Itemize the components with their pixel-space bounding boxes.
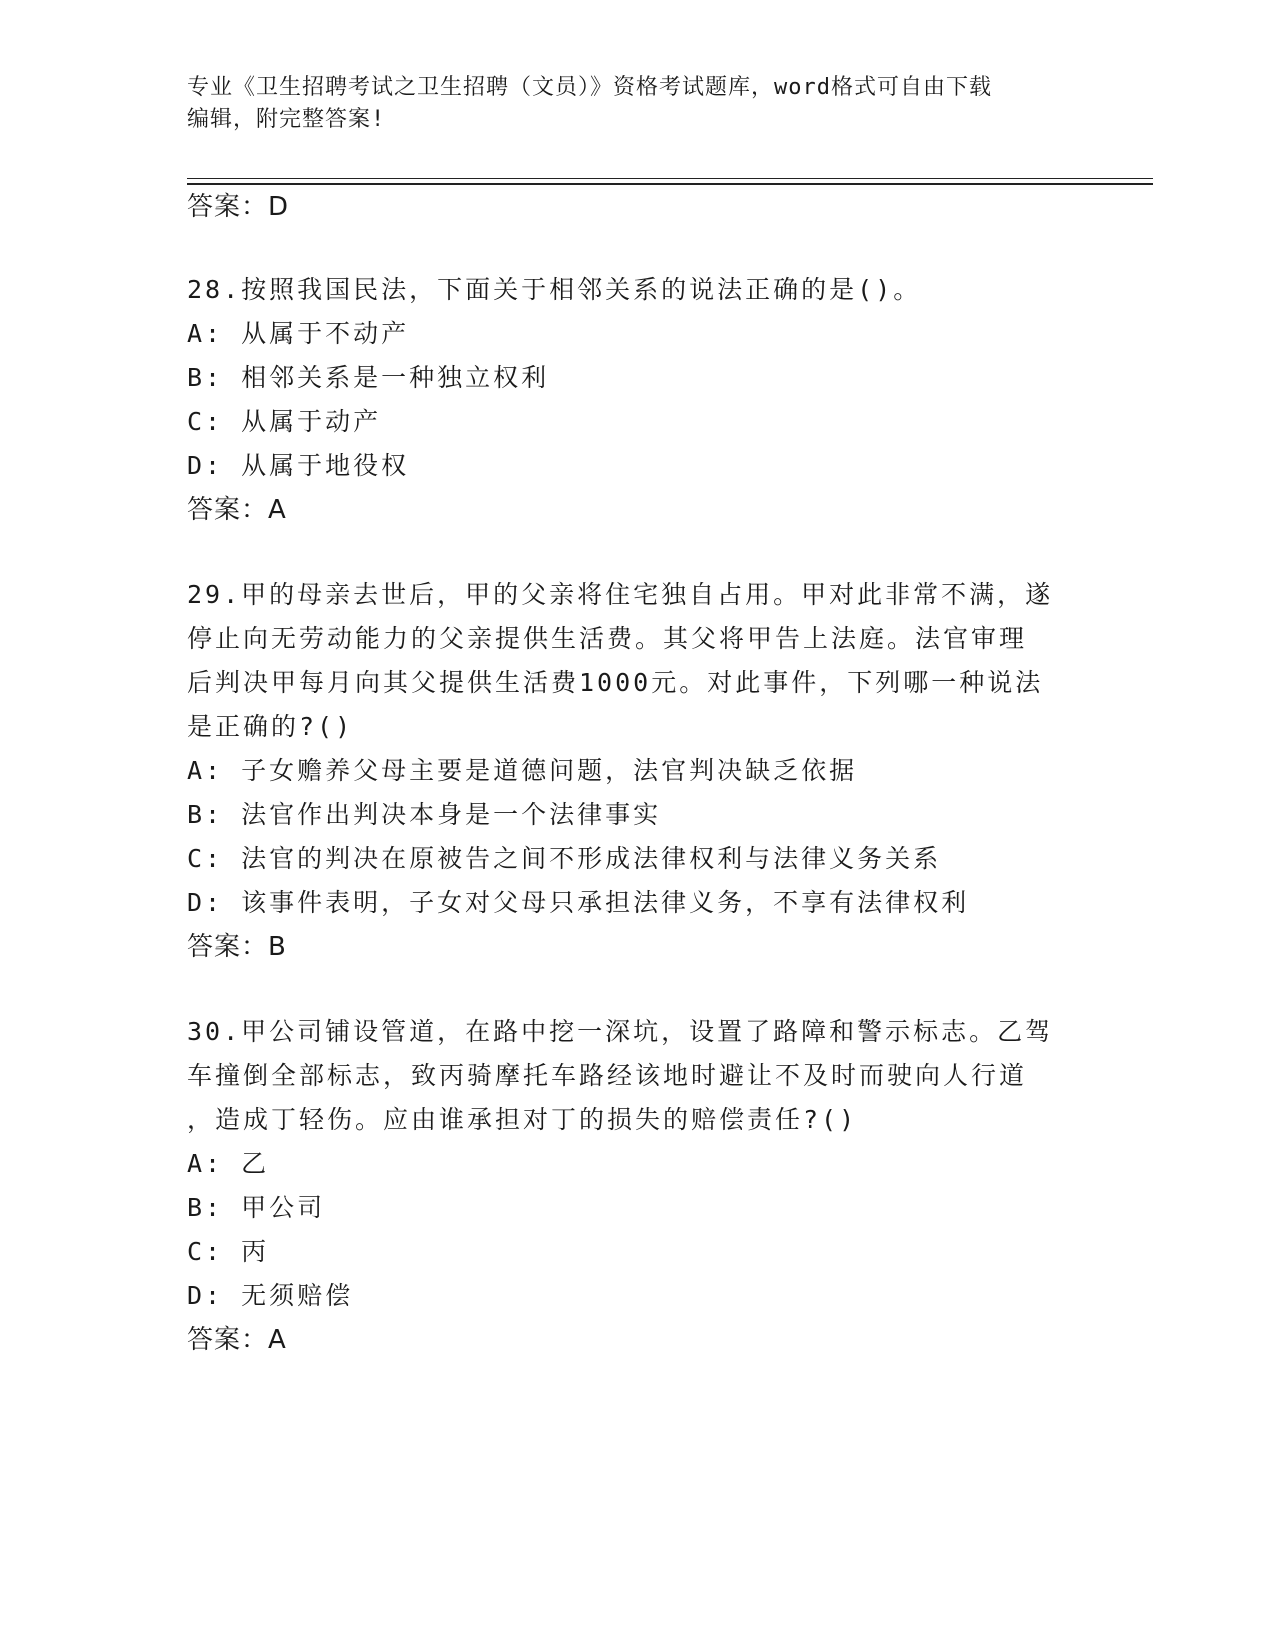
q30-option-c: C: 丙 [187,1237,270,1266]
q28-option-c: C: 从属于动产 [187,407,382,436]
document-header [187,72,1087,136]
header-divider-thin [187,178,1153,179]
q30-stem-line-3: ，造成丁轻伤。应由谁承担对丁的损失的赔偿责任?() [187,1105,858,1134]
q29-stem-line-1: 29.甲的母亲去世后，甲的父亲将住宅独自占用。甲对此非常不满，遂 [187,580,1054,609]
header-line-2: 编辑，附完整答案! [187,107,386,132]
q30-option-d: D: 无须赔偿 [187,1281,354,1310]
header-divider-thick [187,183,1153,185]
q30-stem-line-1: 30.甲公司铺设管道，在路中挖一深坑，设置了路障和警示标志。乙驾 [187,1017,1054,1046]
q30-option-a: A: 乙 [187,1149,270,1178]
answer-q28: 答案：A [187,495,287,525]
q29-stem-line-2: 停止向无劳动能力的父亲提供生活费。其父将甲告上法庭。法官审理 [187,624,1028,653]
q30-option-b: B: 甲公司 [187,1193,326,1222]
answer-q30: 答案：A [187,1325,287,1355]
q28-option-b: B: 相邻关系是一种独立权利 [187,363,550,392]
q30-stem-line-2: 车撞倒全部标志，致丙骑摩托车路经该地时避让不及时而驶向人行道 [187,1061,1028,1090]
q29-stem-line-3: 后判决甲每月向其父提供生活费1000元。对此事件，下列哪一种说法 [187,668,1044,697]
q28-stem: 28.按照我国民法，下面关于相邻关系的说法正确的是()。 [187,275,922,304]
q29-stem-line-4: 是正确的?() [187,712,354,741]
q29-option-b: B: 法官作出判决本身是一个法律事实 [187,800,662,829]
answer-q27: 答案：D [187,192,290,222]
q28-option-a: A: 从属于不动产 [187,319,410,348]
q29-option-d: D: 该事件表明，子女对父母只承担法律义务，不享有法律权利 [187,888,970,917]
q29-option-c: C: 法官的判决在原被告之间不形成法律权利与法律义务关系 [187,844,942,873]
header-line-1: 专业《卫生招聘考试之卫生招聘（文员）》资格考试题库，word格式可自由下载 [187,75,992,100]
answer-q29: 答案：B [187,932,287,962]
q29-option-a: A: 子女赡养父母主要是道德问题，法官判决缺乏依据 [187,756,858,785]
q28-option-d: D: 从属于地役权 [187,451,410,480]
